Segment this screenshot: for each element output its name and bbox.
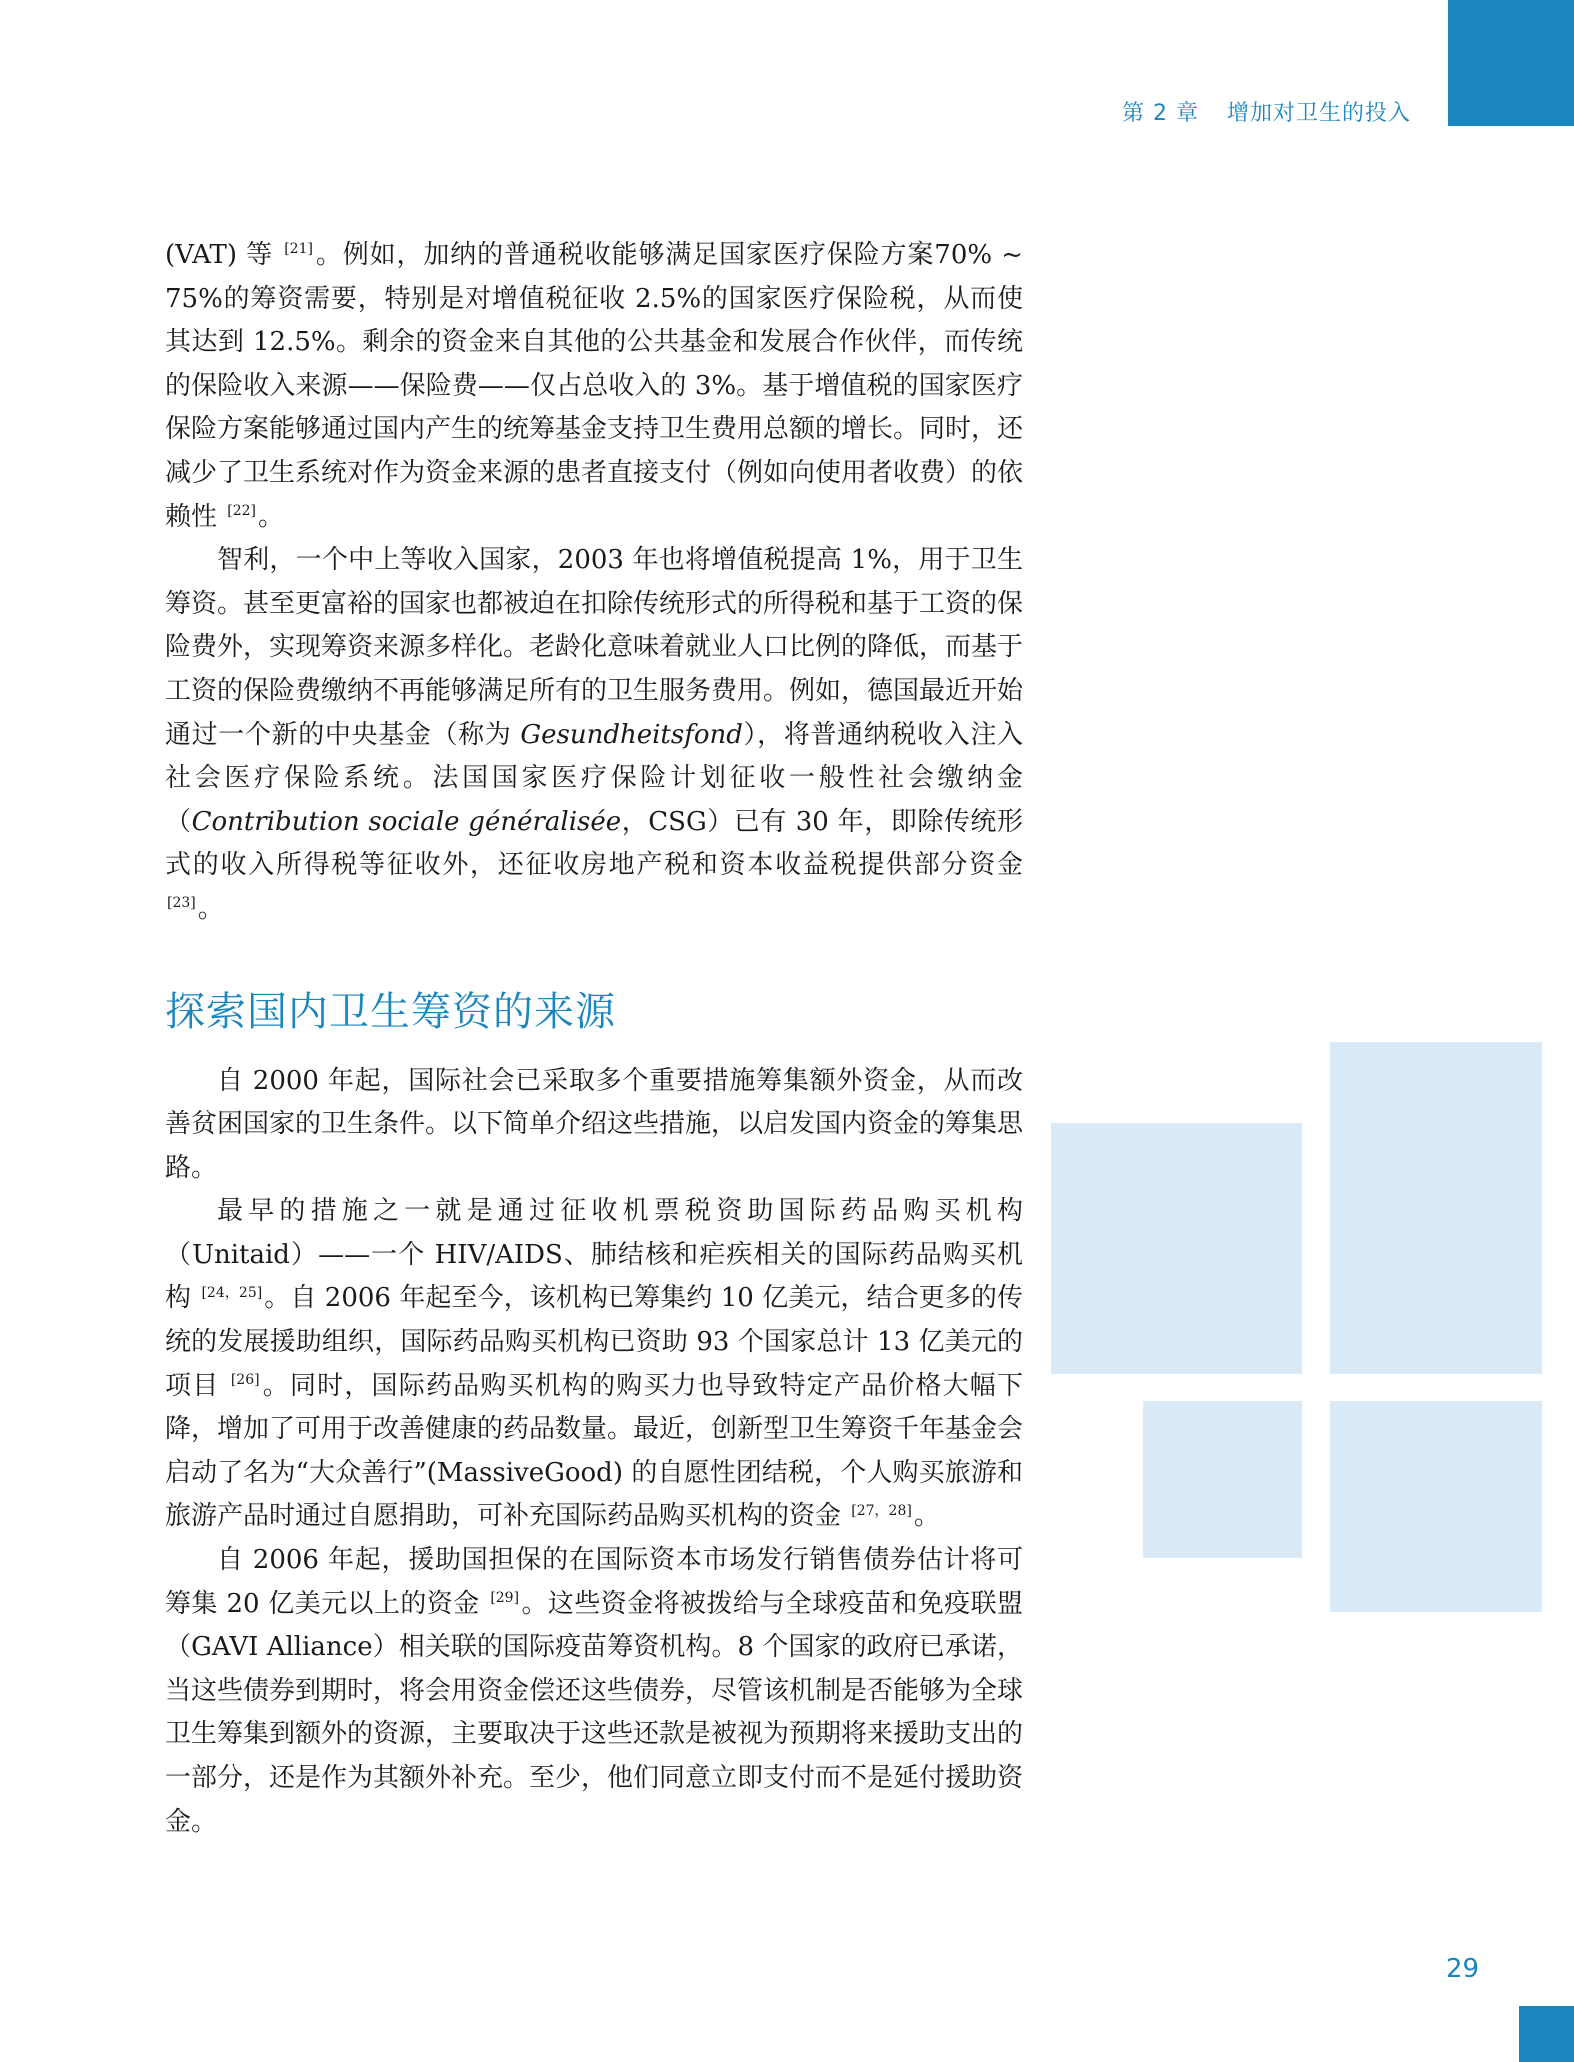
citation-reference: [22] bbox=[227, 502, 257, 519]
text-run: 。同时，国际药品购买机构的购买力也导致特定产品价格大幅下降，增加了可用于改善健康的药品数量。最近，创新型卫生筹资千年基金会启动了名为“大众善行”(MassiveGood) 的自愿性团结税，个人购买旅游和旅游产品时通过自愿捐助，可补充国际药品购买机构的资金 bbox=[165, 1370, 1024, 1532]
text-run: 。这些资金将被拨给与全球疫苗和免疫联盟（GAVI Alliance）相关联的国际疫苗筹资机构。8 个国家的政府已承诺，当这些债券到期时，将会用资金偿还这些债券，尽管该机制是否能够为全球卫生筹集到额外的资源，主要取决于这些还款是被视为预期将来援助支出的一部分，还是作为其额外补充。至少，他们同意立即支付而不是延付援助资金。 bbox=[165, 1588, 1024, 1837]
chapter-title: 增加对卫生的投入 bbox=[1226, 101, 1411, 126]
text-run: 。 bbox=[913, 1501, 940, 1532]
text-run: 自 2000 年起，国际社会已采取多个重要措施筹集额外资金，从而改善贫困国家的卫生条件。以下简单介绍这些措施，以启发国内资金的筹集思路。 bbox=[165, 1065, 1024, 1183]
section-paragraphs bbox=[165, 1060, 1023, 1845]
body-text-column bbox=[165, 234, 1023, 1844]
paragraph bbox=[165, 539, 1023, 931]
running-header bbox=[1122, 96, 1411, 127]
chapter-number: 第 2 章 bbox=[1122, 101, 1199, 126]
italic-term: Contribution sociale généralisée bbox=[191, 806, 622, 837]
citation-reference: [21] bbox=[284, 241, 313, 258]
decorative-square bbox=[1143, 1401, 1302, 1558]
text-run: ），将普通纳税收入注入社会医疗保险系统。法国国家医疗保险计划征收一般性社会缴纳金（ bbox=[165, 719, 1023, 837]
text-run: 。自 2006 年起至今，该机构已筹集约 10 亿美元，结合更多的传统的发展援助组织，国际药品购买机构已资助 93 个国家总计 13 亿美元的项目 bbox=[165, 1283, 1024, 1401]
text-run: (VAT) 等 bbox=[165, 240, 283, 270]
text-run: 最早的措施之一就是通过征收机票税资助国际药品购买机构（Unitaid）——一个 HIV/AIDS、肺结核和疟疾相关的国际药品购买机构 bbox=[165, 1196, 1023, 1314]
italic-term: Gesundheitsfond bbox=[520, 719, 743, 750]
text-run: 。 bbox=[197, 893, 224, 924]
citation-reference: [29] bbox=[490, 1589, 520, 1606]
citation-reference: [24，25] bbox=[201, 1284, 263, 1301]
citation-reference: [23] bbox=[167, 895, 196, 912]
corner-accent-block-bottom bbox=[1519, 2006, 1574, 2062]
text-run: 智利，一个中上等收入国家，2003 年也将增值税提高 1%，用于卫生筹资。甚至更富裕的国家也都被迫在扣除传统形式的所得税和基于工资的保险费外，实现筹资来源多样化。老龄化意味着就业人口比例的降低，而基于工资的保险费缴纳不再能够满足所有的卫生服务费用。例如，德国最近开始通过一个新的中央基金（称为 bbox=[165, 545, 1024, 750]
page-number: 29 bbox=[1446, 1954, 1480, 1984]
paragraph bbox=[165, 1539, 1023, 1844]
decorative-square bbox=[1051, 1123, 1302, 1374]
text-run: 自 2006 年起，援助国担保的在国际资本市场发行销售债券估计将可筹集 20 亿美元以上的资金 bbox=[165, 1545, 1023, 1619]
section-heading: 探索国内卫生筹资的来源 bbox=[165, 988, 616, 1035]
text-run: 。例如，加纳的普通税收能够满足国家医疗保险方案70% ~ 75%的筹资需要，特别是对增值税征收 2.5%的国家医疗保险税，从而使其达到 12.5%。剩余的资金来自其他的公共基金和发展合作伙伴，而传统的保险收入来源——保险费——仅占总收入的 3%。基于增值税的国家医疗保险方案能够通过国内产生的统筹基金支持卫生费用总额的增长。同时，还减少了卫生系统对作为资金来源的患者直接支付（例如向使用者收费）的依赖性 bbox=[165, 240, 1024, 532]
decorative-square bbox=[1330, 1042, 1542, 1374]
citation-reference: [27，28] bbox=[851, 1502, 912, 1519]
text-run: 。 bbox=[258, 501, 285, 532]
citation-reference: [26] bbox=[230, 1372, 260, 1388]
paragraph bbox=[165, 1060, 1023, 1191]
paragraph bbox=[165, 234, 1023, 539]
text-run: ，CSG）已有 30 年，即除传统形式的收入所得税等征收外，还征收房地产税和资本收益税提供部分资金 bbox=[165, 806, 1023, 881]
decorative-square bbox=[1330, 1401, 1542, 1612]
corner-accent-block-top bbox=[1448, 0, 1574, 126]
paragraph bbox=[165, 1190, 1023, 1539]
intro-paragraphs bbox=[165, 234, 1023, 932]
